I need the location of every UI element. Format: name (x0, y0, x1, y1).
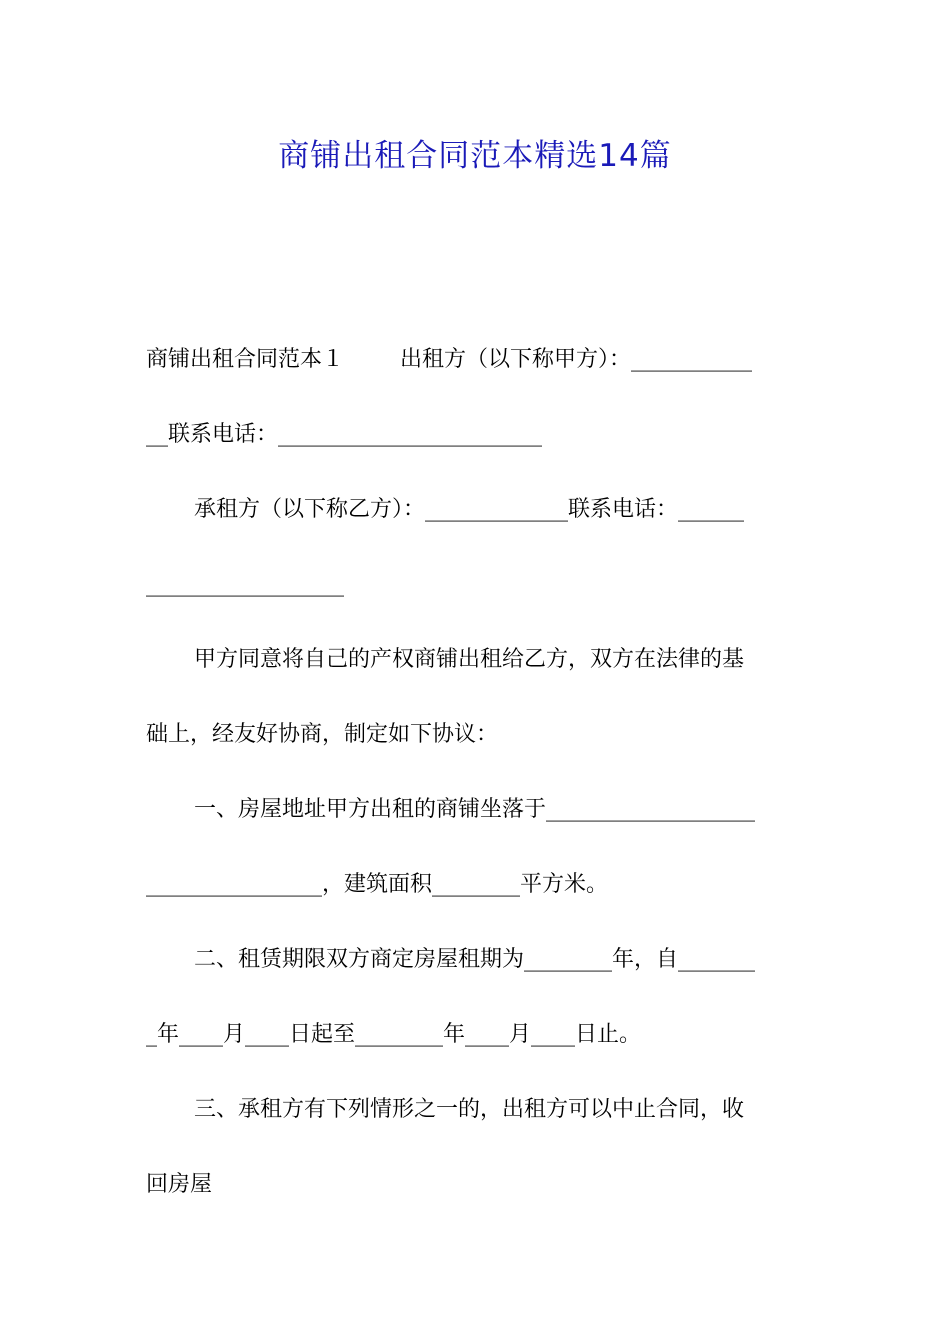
paragraph-line-1 (146, 340, 752, 380)
paragraph-line-9: 二、租赁期限双方商定房屋租期为________年，自_______ (194, 947, 756, 972)
document-title: 商铺出租合同范本精选14篇 (278, 138, 672, 174)
paragraph-line-8: ________________，建筑面积________平方米。 (146, 872, 609, 897)
paragraph-line-5: 甲方同意将自己的产权商铺出租给乙方，双方在法律的基 (194, 647, 745, 672)
lessor-field: 出租方（以下称甲方）：___________ (400, 347, 753, 372)
paragraph-line-3: 承租方（以下称乙方）：_____________联系电话：______ (194, 497, 745, 522)
paragraph-line-4: __________________ (146, 572, 344, 597)
paragraph-line-12: 回房屋 (146, 1172, 213, 1197)
contract-heading: 商铺出租合同范本１ (146, 347, 345, 372)
paragraph-line-11: 三、承租方有下列情形之一的，出租方可以中止合同，收 (194, 1097, 745, 1122)
paragraph-line-2: __联系电话：________________________ (146, 422, 543, 447)
paragraph-line-10: _年____月____日起至________年____月____日止。 (146, 1022, 642, 1047)
paragraph-line-6: 础上，经友好协商，制定如下协议： (146, 722, 499, 747)
paragraph-line-7: 一、房屋地址甲方出租的商铺坐落于___________________ (194, 797, 756, 822)
